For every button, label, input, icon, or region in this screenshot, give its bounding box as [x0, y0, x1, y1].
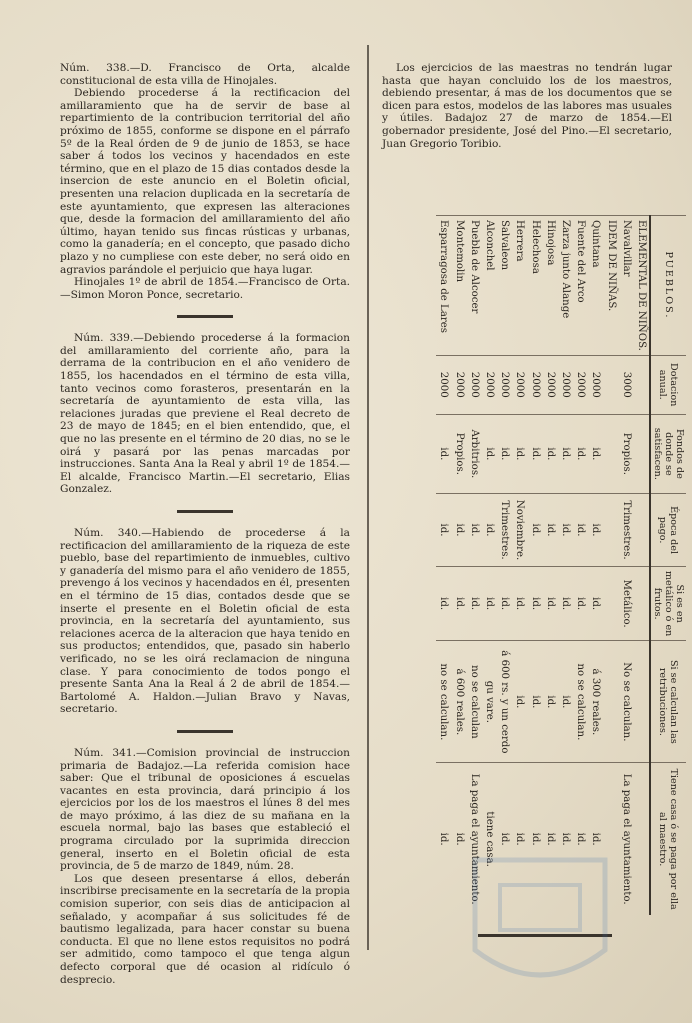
- cell-retribuciones: gu vare.: [482, 641, 497, 763]
- cell-pueblo: Helechosa: [527, 216, 542, 356]
- table-section-row: [634, 216, 650, 916]
- notice-continuation: Los ejercicios de las maestras no tendrán lugar hasta que hayan concluido los de los maestros, debiendo presentar, á mas de los documentos que se dicen para estos, modelos de las labores mas usuales y útiles. Badajoz 27 de marzo de 1854.—El gobernador presidente, José del Pino.—El secretario, Juan Gregorio Toribio.: [382, 62, 672, 150]
- notice-body: Los que deseen presentarse á ellos, deberán inscribirse precisamente en la secretaría de la propia comision superior, con seis dias de anticipacion al señalado, y acompañar á sus solicitudes fé de bautismo legalizada, para hacer constar su buena conducta. El que no llene estos requisitos no podrá ser admitido, como tampoco el que tenga algun defecto corporal que dé ocasion al ridículo ó desprecio.: [60, 872, 350, 986]
- cell-epoca: id.: [467, 494, 482, 567]
- header-epoca: Época del pago.: [650, 494, 686, 567]
- cell-epoca: id.: [573, 494, 588, 567]
- table-row: [573, 216, 588, 916]
- cell-casa: id.: [588, 763, 603, 915]
- header-casa: Tiene casa ó se paga por ella al maestro.: [650, 763, 686, 915]
- cell-pueblo: Puebla de Alcocer: [467, 216, 482, 356]
- cell-casa: id.: [497, 763, 512, 915]
- cell-retribuciones: no se calculan.: [573, 641, 588, 763]
- cell-metalico: id.: [527, 566, 542, 641]
- schools-table-rotated: [388, 215, 686, 915]
- table-row: [588, 216, 603, 916]
- cell-casa: id.: [512, 763, 527, 915]
- cell-metalico: id.: [512, 566, 527, 641]
- cell-metalico: id.: [482, 566, 497, 641]
- section-label: IDEM DE NIÑAS.: [603, 216, 618, 356]
- notice-body: Debiendo procederse á la rectificacion del amillaramiento que ha de servir de base al repartimiento de la contribucion territorial del año próximo de 1855, conforme se dispone en el párrafo 5º de la Real órden de 9 de junio de 1853, se hace saber á todos los vecinos y hacendados en este término, que en el plazo de 15 dias contados desde la insercion de este anuncio en el Boletin oficial, presenten una relacion duplicada en la secretaría de este ayuntamiento, que expresen las alteraciones que, desde la formacion del amillaramiento del año último, hayan tenido sus fincas rústicas y urbanas, como la ganadería; en el concepto, que pasado dicho plazo y no cumpliese con este deber, no será oido en agravios parándole el perjuicio que haya lugar.: [60, 87, 350, 276]
- header-retribuciones: Si se calculan las retribuciones.: [650, 641, 686, 763]
- cell-retribuciones: á 600 rs. y un cerdo: [497, 641, 512, 763]
- table-row: [436, 216, 451, 916]
- cell-casa: id.: [543, 763, 558, 915]
- cell-dotacion: 2000: [573, 355, 588, 414]
- cell-metalico: id.: [451, 566, 466, 641]
- table-row: [497, 216, 512, 916]
- table-row: [512, 216, 527, 916]
- cell-retribuciones: id.: [512, 641, 527, 763]
- schools-table: [436, 215, 686, 915]
- schools-table-wrapper: [388, 215, 686, 915]
- notice-signature: Hinojales 1º de abril de 1854.—Francisco de Orta.—Simon Moron Ponce, secretario.: [60, 276, 350, 301]
- cell-fondos: id.: [482, 414, 497, 494]
- cell-metalico: id.: [467, 566, 482, 641]
- section-divider: [177, 510, 233, 513]
- notice-heading: Núm. 338.—D. Francisco de Orta, alcalde constitucional de esta villa de Hinojales.: [60, 62, 350, 87]
- cell-retribuciones: No se calculan.: [619, 641, 634, 763]
- cell-retribuciones: á 300 reales.: [588, 641, 603, 763]
- cell-metalico: id.: [436, 566, 451, 641]
- notice-341: [60, 747, 350, 986]
- cell-retribuciones: no se calculan.: [436, 641, 451, 763]
- cell-pueblo: Montemolin: [451, 216, 466, 356]
- table-row: [451, 216, 466, 916]
- cell-pueblo: Hinojosa: [543, 216, 558, 356]
- cell-pueblo: Navalvillar: [619, 216, 634, 356]
- cell-fondos: id.: [436, 414, 451, 494]
- notice-338: [60, 62, 350, 301]
- notice-339: [60, 332, 350, 496]
- table-row: [558, 216, 573, 916]
- cell-epoca: id.: [558, 494, 573, 567]
- cell-casa: id.: [573, 763, 588, 915]
- cell-epoca: id.: [543, 494, 558, 567]
- table-row: [619, 216, 634, 916]
- cell-pueblo: Esparragosa de Lares: [436, 216, 451, 356]
- cell-casa: id.: [451, 763, 466, 915]
- cell-fondos: id.: [558, 414, 573, 494]
- cell-retribuciones: id.: [558, 641, 573, 763]
- cell-retribuciones: id.: [527, 641, 542, 763]
- column-rule: [367, 45, 369, 950]
- table-row: [467, 216, 482, 916]
- cell-retribuciones: á 600 reales.: [451, 641, 466, 763]
- cell-pueblo: Herrera: [512, 216, 527, 356]
- section-label: ELEMENTAL DE NIÑOS.: [634, 216, 650, 356]
- header-fondos: Fondos de donde se satisfacen.: [650, 414, 686, 494]
- cell-dotacion: 2000: [451, 355, 466, 414]
- table-section-row: [603, 216, 618, 916]
- cell-fondos: id.: [497, 414, 512, 494]
- cell-casa: id.: [558, 763, 573, 915]
- cell-pueblo: Salvaleon: [497, 216, 512, 356]
- cell-dotacion: 2000: [497, 355, 512, 414]
- cell-epoca: Trimestres.: [619, 494, 634, 567]
- notice-340: [60, 527, 350, 716]
- cell-dotacion: 2000: [527, 355, 542, 414]
- cell-casa: id.: [527, 763, 542, 915]
- cell-metalico: id.: [558, 566, 573, 641]
- cell-casa: La paga el ayuntamiento.: [619, 763, 634, 915]
- cell-epoca: id.: [527, 494, 542, 567]
- cell-epoca: Noviembre.: [512, 494, 527, 567]
- cell-casa: La paga el ayuntamiento.: [467, 763, 482, 915]
- table-row: [527, 216, 542, 916]
- cell-metalico: id.: [573, 566, 588, 641]
- table-row: [482, 216, 497, 916]
- header-dotacion: Dotacion anual.: [650, 355, 686, 414]
- cell-dotacion: 2000: [588, 355, 603, 414]
- cell-casa: tiene casa.: [482, 763, 497, 915]
- table-header-row: [650, 216, 686, 916]
- cell-dotacion: 2000: [436, 355, 451, 414]
- cell-fondos: id.: [512, 414, 527, 494]
- cell-metalico: id.: [543, 566, 558, 641]
- cell-dotacion: 2000: [543, 355, 558, 414]
- cell-dotacion: 3000: [619, 355, 634, 414]
- cell-retribuciones: no se calculan: [467, 641, 482, 763]
- cell-pueblo: Fuente del Arco: [573, 216, 588, 356]
- cell-dotacion: 2000: [482, 355, 497, 414]
- cell-casa: id.: [436, 763, 451, 915]
- section-divider: [177, 315, 233, 318]
- cell-fondos: Propios.: [619, 414, 634, 494]
- table-row: [543, 216, 558, 916]
- cell-pueblo: Zarza junto Alange: [558, 216, 573, 356]
- cell-fondos: id.: [543, 414, 558, 494]
- cell-fondos: id.: [588, 414, 603, 494]
- notice-body: Núm. 341.—Comision provincial de instruccion primaria de Badajoz.—La referida comision hace saber: Que el tribunal de oposiciones á escuelas vacantes en esta provincia, dará principio á los ejercicios por los de los maestros el lúnes 8 del mes de mayo próximo, á las diez de su mañana en la escuela normal, bajo las bases que estableció el programa circulado por la suprimida direccion general, inserto en el Boletin oficial de esta provincia, de 5 de marzo de 1849, núm. 28.: [60, 746, 350, 873]
- cell-dotacion: 2000: [512, 355, 527, 414]
- cell-fondos: id.: [527, 414, 542, 494]
- cell-pueblo: Alconchel: [482, 216, 497, 356]
- cell-metalico: id.: [588, 566, 603, 641]
- section-divider: [177, 730, 233, 733]
- cell-retribuciones: id.: [543, 641, 558, 763]
- cell-dotacion: 2000: [467, 355, 482, 414]
- cell-fondos: id.: [573, 414, 588, 494]
- cell-epoca: id.: [588, 494, 603, 567]
- cell-epoca: Trimestres.: [497, 494, 512, 567]
- cell-dotacion: 2000: [558, 355, 573, 414]
- cell-pueblo: Quintana: [588, 216, 603, 356]
- cell-metalico: id.: [497, 566, 512, 641]
- left-column: [60, 62, 350, 986]
- cell-fondos: Arbitrios.: [467, 414, 482, 494]
- notice-body: Núm. 340.—Habiendo de procederse á la rectificacion del amillaramiento de la riqueza de este pueblo, base del repartimiento de inmuebles, cultivo y ganadería del mismo para el año venidero de 1855, prevengo á los vecinos y hacendados en él, presenten en el término de 15 dias, contados desde que se inserte el presente en el Boletin oficial de esta provincia, en la secretaría del ayuntamiento, sus relaciones acerca de la alteracion que haya tenido en sus productos; entendidos, que, pasado sin haberlo verificado, no se les oirá reclamacion de ninguna clase. Y para conocimiento de todos pongo el presente Santa Ana la Real á 2 de abril de 1854.—Bartolomé A. Haldon.—Julian Bravo y Navas, secretario.: [60, 527, 350, 716]
- header-metalico: Si es en metálico ó en frutos.: [650, 566, 686, 641]
- cell-metalico: Metálico.: [619, 566, 634, 641]
- right-column-intro: [382, 62, 672, 150]
- cell-epoca: id.: [451, 494, 466, 567]
- cell-fondos: Propios.: [451, 414, 466, 494]
- cell-epoca: id.: [436, 494, 451, 567]
- notice-body: Núm. 339.—Debiendo procederse á la formacion del amillaramiento del corriente año, para la derrama de la contribucion en el año venidero de 1855, los hacendados en el término de esta villa, tanto vecinos como forasteros, presentarán en la secretaría de ayuntamiento de esta villa, las relaciones juradas que previene el Real decreto de 23 de mayo de 1845; en el bien entendido, que, el que no las presente en el término de 20 dias, no se le oirá y pasará por las penas marcadas por instrucciones. Santa Ana la Real y abril 1º de 1854.—El alcalde, Francisco Martin.—El secretario, Elias Gonzalez.: [60, 332, 350, 496]
- library-stamp-icon: [455, 840, 625, 1000]
- header-pueblos: PUEBLOS.: [650, 216, 686, 356]
- cell-epoca: id.: [482, 494, 497, 567]
